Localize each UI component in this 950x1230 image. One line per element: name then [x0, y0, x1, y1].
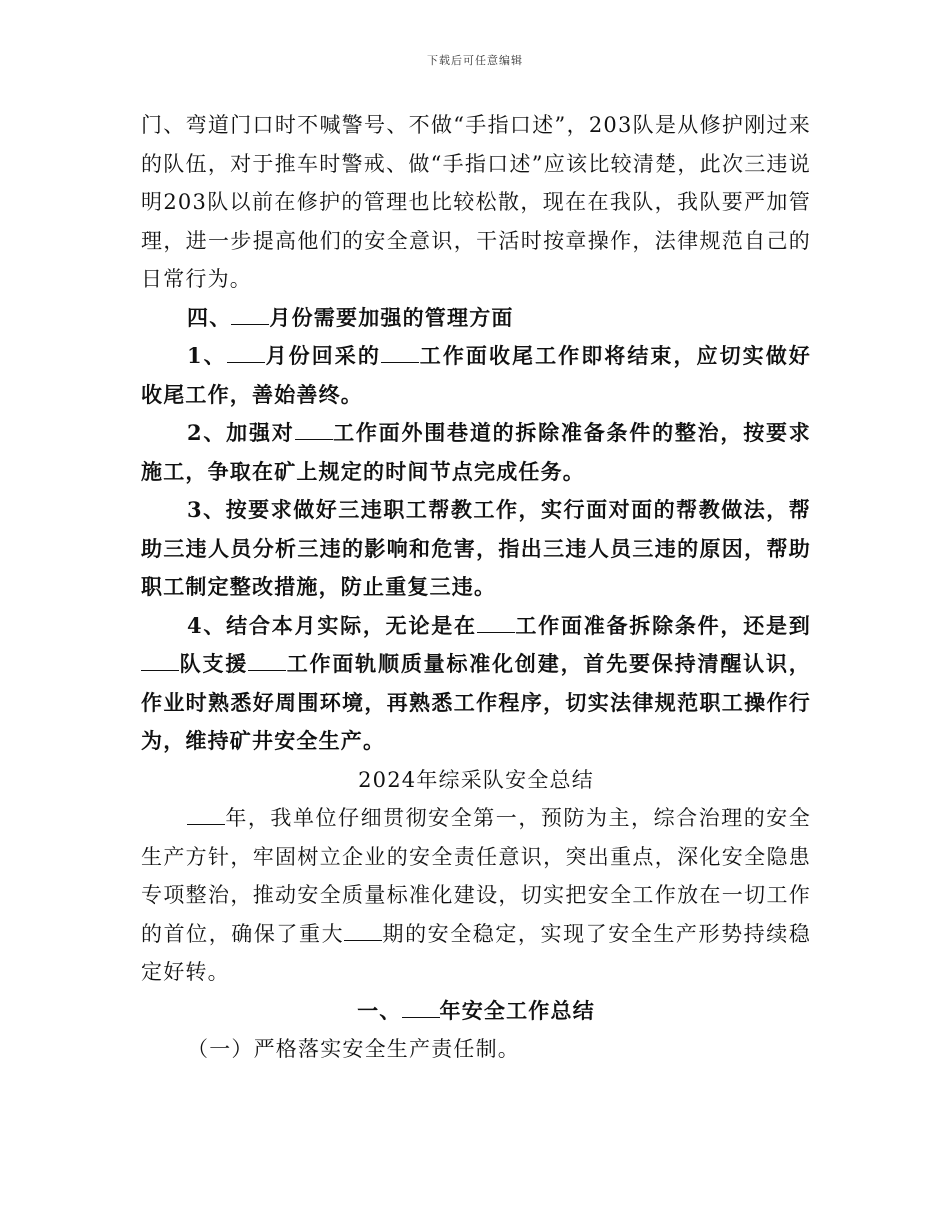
list-item-text: 2、加强对	[187, 420, 295, 445]
paragraph-text: 期的安全稳定，实现了安全生产形势持续稳定好转。	[141, 921, 811, 984]
list-item-text: 月份回采的	[264, 343, 381, 368]
paragraph-text: 年，我单位仔细贯彻安全第一，预防为主，综合治理的安全生产方针，牢固树立企业的安全责任意识，突出重点，深化安全隐患专项整治，推动安全质量标准化建设，切实把安全工作放在一切工作的首位，确保了重大	[141, 806, 811, 946]
list-item-number: 1、	[187, 343, 227, 368]
document-title: 2024年综采队安全总结	[358, 767, 594, 792]
heading-text: 月份需要加强的管理方面	[269, 304, 514, 330]
list-item-text: 工作面收尾工作即将结束，应切实做好收尾工作，善始善终。	[141, 343, 812, 407]
blank-line	[477, 612, 515, 633]
heading-section-one	[141, 992, 811, 1031]
blank-line	[295, 419, 333, 440]
heading-text: 年安全工作总结	[439, 997, 595, 1023]
list-item-1	[141, 337, 811, 414]
heading-prefix: 一、	[357, 997, 402, 1023]
subheading-responsibility: （一）严格落实安全生产责任制。	[187, 1037, 520, 1061]
list-item-text: 队支援	[179, 651, 249, 676]
heading-section-four	[141, 299, 811, 338]
page-header: 下载后可任意编辑	[427, 54, 523, 67]
blank-line	[141, 650, 179, 671]
blank-line	[227, 342, 265, 363]
blank-line	[381, 342, 419, 363]
heading-prefix: 四、	[187, 304, 232, 330]
list-item-text: 工作面轨顺质量标准化创建，首先要保持清醒认识，作业时熟悉好周围环境，再熟悉工作程序，切实法律规范职工操作行为，维持矿井安全生产。	[141, 651, 811, 753]
list-item-4	[141, 607, 811, 761]
paragraph-summary	[141, 799, 811, 992]
blank-line	[344, 920, 382, 941]
list-item-text: 工作面准备拆除条件，还是到	[514, 612, 811, 638]
blank-line	[231, 304, 269, 325]
paragraph-violation-analysis: 门、弯道门口时不喊警号、不做“手指口述”，203队是从修护刚过来的队伍，对于推车时警戒、做“手指口述”应该比较清楚，此次三违说明203队以前在修护的管理也比较松散，现在在我队，我队要严加管理，进一步提高他们的安全意识，干活时按章操作，法律规范自己的日常行为。	[141, 113, 811, 291]
list-item-2	[141, 414, 811, 491]
blank-line	[187, 804, 225, 825]
list-item-text: 4、结合本月实际，无论是在	[187, 612, 477, 638]
list-item-text: 工作面外围巷道的拆除准备条件的整治，按要求施工，争取在矿上规定的时间节点完成任务。	[141, 420, 811, 484]
list-item-3: 3、按要求做好三违职工帮教工作，实行面对面的帮教做法，帮助三违人员分析三违的影响和危害，指出三违人员三违的原因，帮助职工制定整改措施，防止重复三违。	[141, 497, 811, 599]
blank-line	[402, 997, 440, 1018]
document-body	[141, 106, 811, 1069]
blank-line	[248, 650, 286, 671]
